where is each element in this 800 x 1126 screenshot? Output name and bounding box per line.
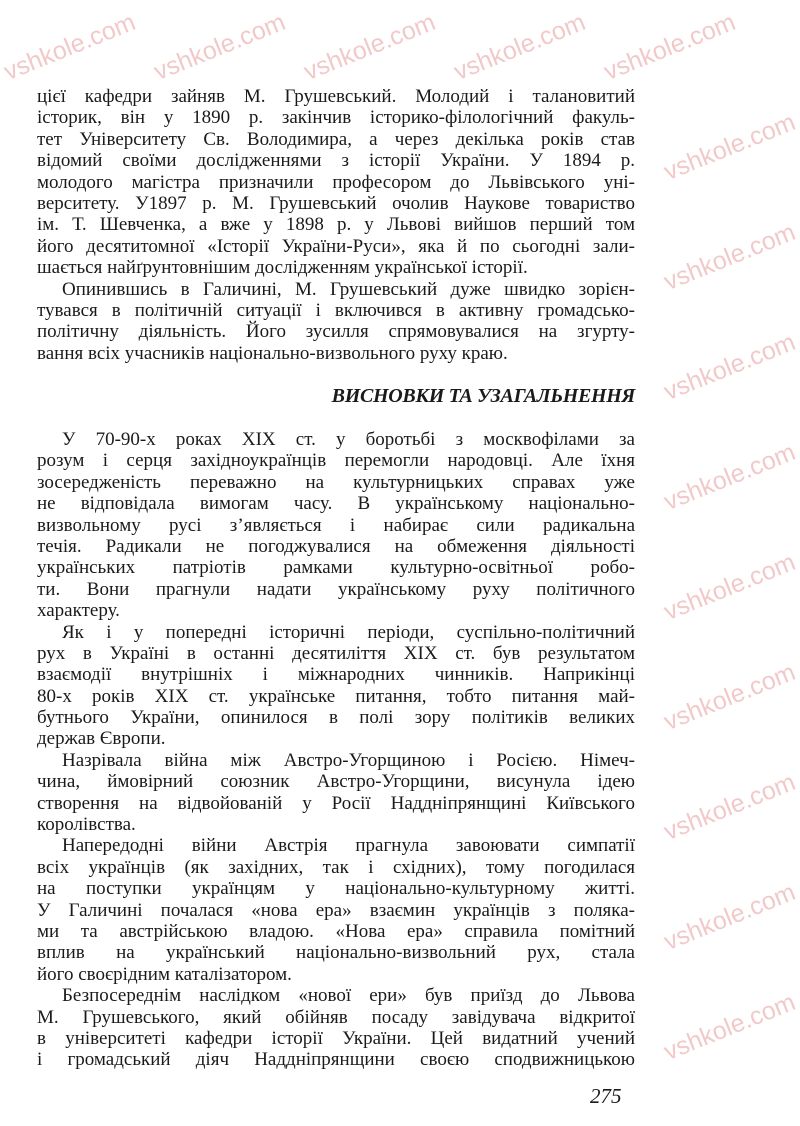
text-line: М. Грушевського, який обійняв посаду завідувача відкритої (37, 1006, 635, 1028)
text-line: королівства. (37, 814, 136, 836)
text-line: ми та австрійською владою. «Нова ера» справила помітний (37, 920, 635, 942)
text-line: розум і серця західноукраїнців перемогли народовці. Але їхня (37, 450, 635, 472)
text-line: тувався в політичній ситуації і включився в активну громадсько- (37, 299, 635, 321)
text-line: молодого магістра призначили професором до Львівського уні- (37, 171, 635, 193)
text-line: на поступки українцям у національно-культурному житті. (37, 878, 635, 900)
section-heading: ВИСНОВКИ ТА УЗАГАЛЬНЕННЯ (331, 385, 635, 407)
text-line: рух в Україні в останні десятиліття XIX ст. був результатом (37, 642, 635, 664)
text-line: характеру. (37, 600, 120, 622)
watermark-text: vshkole.com (660, 547, 800, 626)
watermark-text: vshkole.com (660, 987, 800, 1066)
text-line: вання всіх учасників національно-визвольного руху краю. (37, 342, 508, 364)
text-line: і громадський діяч Наддніпрянщини своєю сподвижницькою (37, 1049, 635, 1071)
text-line: його десятитомної «Історії України-Руси», яка й по сьогодні зали- (37, 235, 635, 257)
text-line: Опинившись в Галичині, М. Грушевський дуже швидко зорієн- (62, 278, 635, 300)
text-line: верситету. У1897 р. М. Грушевський очолив Наукове товариство (37, 192, 635, 214)
text-line: зосередженість переважно на культурницьких справах уже (37, 471, 635, 493)
text-line: вплив на український національно-визвольний рух, стала (37, 942, 635, 964)
text-line: 80-х років XIX ст. українське питання, тобто питання май- (37, 685, 635, 707)
text-line: не відповідала вимогам часу. В українському національно- (37, 493, 635, 515)
text-line: Як і у попередні історичні періоди, суспільно-політичний (62, 621, 635, 643)
watermark-text: vshkole.com (660, 217, 800, 296)
watermark-text: vshkole.com (660, 437, 800, 516)
text-line: всіх українців (як західних, так і східних), тому погодилася (37, 856, 635, 878)
watermark-text: vshkole.com (660, 877, 800, 956)
text-section-1 (37, 86, 635, 364)
text-line: У Галичині почалася «нова ера» взаємин українців з поляка- (37, 899, 635, 921)
text-line: У 70-90-х роках XIX ст. у боротьбі з москвофілами за (62, 429, 635, 450)
text-line: шається найґрунтовнішим дослідженням української історії. (37, 257, 528, 279)
watermark-text: vshkole.com (660, 657, 800, 736)
text-section-2 (37, 429, 635, 1071)
watermark-text: vshkole.com (0, 7, 140, 86)
text-line: визвольному русі з’являється і набирає сили радикальна (37, 514, 635, 536)
text-line: взаємодії внутрішніх і міжнародних чинників. Наприкінці (37, 664, 635, 686)
watermark-text: vshkole.com (150, 7, 290, 86)
text-line: чина, ймовірний союзник Австро-Угорщини, висунула ідею (37, 771, 635, 793)
watermark-text: vshkole.com (450, 7, 590, 86)
text-line: відомий своїми дослідженнями з історії України. У 1894 р. (37, 150, 635, 172)
text-line: ім. Т. Шевченка, а вже у 1898 р. у Львові вийшов перший том (37, 214, 635, 236)
text-line: цієї кафедри зайняв М. Грушевський. Молодий і талановитий (37, 86, 635, 107)
text-line: його своєрідним каталізатором. (37, 963, 292, 985)
text-line: держав Європи. (37, 728, 166, 750)
text-line: Напередодні війни Австрія прагнула завоювати симпатії (62, 835, 635, 857)
watermark-text: vshkole.com (660, 767, 800, 846)
watermark-text: vshkole.com (660, 107, 800, 186)
text-line: тет Університету Св. Володимира, а через декілька років став (37, 128, 635, 150)
text-line: політичну діяльність. Його зусилля спрямовувалися на згурту- (37, 321, 635, 343)
text-line: створення на відвойованій у Росії Наддніпрянщині Київського (37, 792, 635, 814)
text-line: Назрівала війна між Австро-Угорщиною і Росією. Німеч- (62, 749, 635, 771)
text-line: Безпосереднім наслідком «нової ери» був приїзд до Львова (62, 985, 635, 1007)
watermark-text: vshkole.com (300, 7, 440, 86)
text-line: бутнього України, опинилося в полі зору політиків великих (37, 707, 635, 729)
text-line: в університеті кафедри історії України. Цей видатний учений (37, 1027, 635, 1049)
text-line: ти. Вони прагнули надати українському руху політичного (37, 578, 635, 600)
text-line: українських патріотів рамками культурно-освітньої робо- (37, 557, 635, 579)
watermark-text: vshkole.com (600, 7, 740, 86)
text-line: течія. Радикали не погоджувалися на обмеження діяльності (37, 535, 635, 557)
text-line: історик, він у 1890 р. закінчив історико-філологічний факуль- (37, 107, 635, 129)
page-number: 275 (590, 1084, 622, 1108)
watermark-text: vshkole.com (660, 327, 800, 406)
